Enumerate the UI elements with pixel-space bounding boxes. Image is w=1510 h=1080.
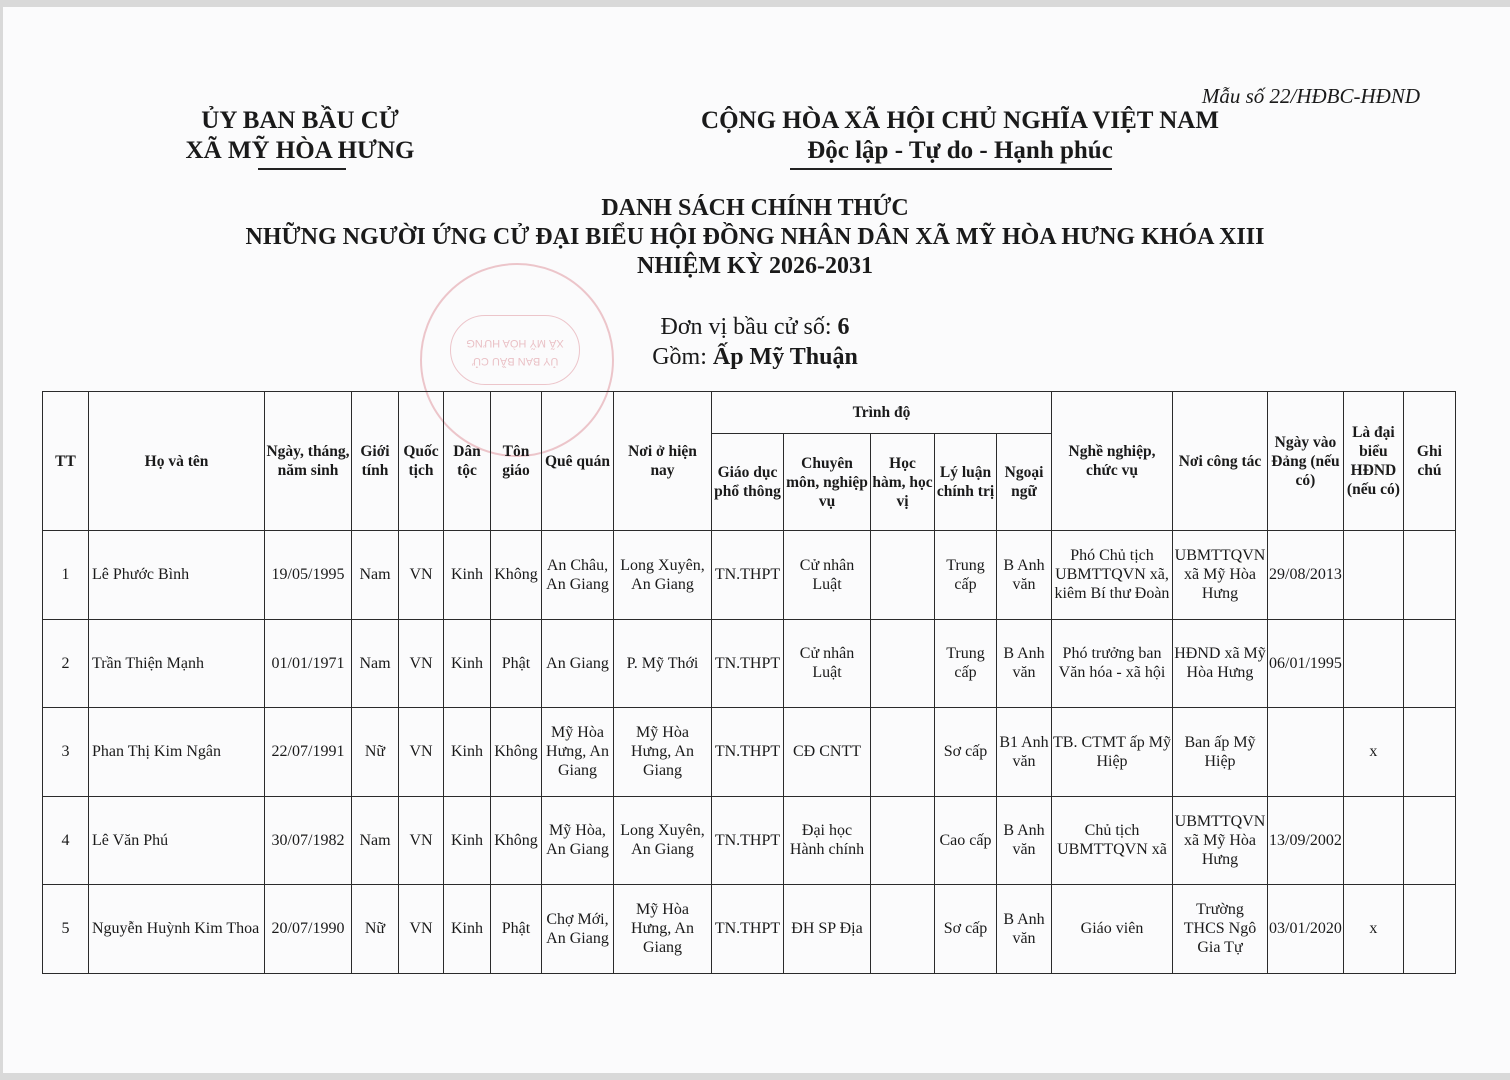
cell-workplace: UBMTTQVN xã Mỹ Hòa Hưng — [1173, 796, 1268, 885]
cell-ethnicity: Kinh — [444, 885, 491, 974]
cell-degree — [871, 885, 935, 974]
cell-language: B1 Anh văn — [997, 708, 1052, 797]
national-heading — [660, 106, 1260, 166]
cell-party-date: 29/08/2013 — [1268, 531, 1344, 620]
cell-tt: 2 — [43, 619, 89, 708]
table-row — [43, 796, 1456, 885]
cell-workplace: Ban ấp Mỹ Hiệp — [1173, 708, 1268, 797]
cell-political: Cao cấp — [935, 796, 997, 885]
cell-hometown: Chợ Mới, An Giang — [542, 885, 614, 974]
cell-general-edu: TN.THPT — [712, 708, 784, 797]
cell-is-delegate: x — [1343, 708, 1403, 797]
cell-political: Trung cấp — [935, 531, 997, 620]
cell-political: Sơ cấp — [935, 885, 997, 974]
header-religion: Tôn giáo — [491, 392, 542, 531]
cell-note — [1403, 796, 1455, 885]
cell-residence: Mỹ Hòa Hưng, An Giang — [614, 708, 712, 797]
header-is-delegate: Là đại biểu HĐND (nếu có) — [1343, 392, 1403, 531]
cell-party-date: 13/09/2002 — [1268, 796, 1344, 885]
cell-note — [1403, 619, 1455, 708]
header-occupation: Nghề nghiệp, chức vụ — [1052, 392, 1173, 531]
table-body — [43, 531, 1456, 974]
cell-specialty: Cử nhân Luật — [784, 531, 871, 620]
header-degree: Học hàm, học vị — [871, 434, 935, 531]
cell-workplace: UBMTTQVN xã Mỹ Hòa Hưng — [1173, 531, 1268, 620]
title-line-2: NHỮNG NGƯỜI ỨNG CỬ ĐẠI BIỂU HỘI ĐỒNG NHÂN DÂN XÃ MỸ HÒA HƯNG KHÓA XIII — [245, 224, 1265, 250]
cell-language: B Anh văn — [997, 619, 1052, 708]
cell-nationality: VN — [399, 885, 444, 974]
title-line-3: NHIỆM KỲ 2026-2031 — [637, 253, 873, 279]
electoral-unit-includes: Gồm: Ấp Mỹ Thuận — [652, 344, 858, 370]
table-row — [43, 708, 1456, 797]
seal-inner-text: ỦY BAN BẦU CỬ XÃ MỸ HÒA HƯNG — [450, 315, 580, 385]
cell-general-edu: TN.THPT — [712, 619, 784, 708]
cell-occupation: Phó trưởng ban Văn hóa - xã hội — [1052, 619, 1173, 708]
cell-degree — [871, 619, 935, 708]
table-header — [43, 392, 1456, 531]
electoral-unit-number: Đơn vị bầu cử số: 6 — [660, 314, 850, 340]
cell-dob: 20/07/1990 — [265, 885, 352, 974]
cell-name: Lê Văn Phú — [89, 796, 265, 885]
cell-tt: 1 — [43, 531, 89, 620]
cell-ethnicity: Kinh — [444, 708, 491, 797]
document-title — [100, 194, 1410, 281]
cell-tt: 5 — [43, 885, 89, 974]
header-political: Lý luận chính trị — [935, 434, 997, 531]
cell-nationality: VN — [399, 619, 444, 708]
cell-degree — [871, 796, 935, 885]
cell-hometown: An Châu, An Giang — [542, 531, 614, 620]
cell-general-edu: TN.THPT — [712, 885, 784, 974]
cell-is-delegate — [1343, 531, 1403, 620]
cell-party-date — [1268, 708, 1344, 797]
cell-gender: Nữ — [352, 708, 399, 797]
table-row — [43, 619, 1456, 708]
cell-name: Lê Phước Bình — [89, 531, 265, 620]
cell-religion: Không — [491, 708, 542, 797]
cell-dob: 01/01/1971 — [265, 619, 352, 708]
header-name: Họ và tên — [89, 392, 265, 531]
cell-tt: 4 — [43, 796, 89, 885]
motto-underline — [790, 168, 1112, 170]
cell-note — [1403, 531, 1455, 620]
cell-nationality: VN — [399, 531, 444, 620]
cell-language: B Anh văn — [997, 796, 1052, 885]
issuer-underline — [258, 168, 346, 170]
issuer-heading — [150, 106, 450, 166]
cell-occupation: Phó Chủ tịch UBMTTQVN xã, kiêm Bí thư Đoàn — [1052, 531, 1173, 620]
cell-religion: Phật — [491, 885, 542, 974]
cell-gender: Nam — [352, 619, 399, 708]
header-tt: TT — [43, 392, 89, 531]
header-gender: Giới tính — [352, 392, 399, 531]
form-number: Mẫu số 22/HĐBC-HĐND — [1201, 84, 1420, 108]
cell-gender: Nam — [352, 796, 399, 885]
cell-religion: Không — [491, 796, 542, 885]
cell-dob: 30/07/1982 — [265, 796, 352, 885]
cell-party-date: 06/01/1995 — [1268, 619, 1344, 708]
cell-occupation: Chủ tịch UBMTTQVN xã — [1052, 796, 1173, 885]
cell-general-edu: TN.THPT — [712, 531, 784, 620]
issuer-line-1: ỦY BAN BẦU CỬ — [201, 107, 399, 134]
cell-dob: 22/07/1991 — [265, 708, 352, 797]
cell-residence: P. Mỹ Thới — [614, 619, 712, 708]
cell-residence: Mỹ Hòa Hưng, An Giang — [614, 885, 712, 974]
cell-note — [1403, 708, 1455, 797]
candidate-table — [42, 391, 1456, 974]
cell-specialty: ĐH SP Địa — [784, 885, 871, 974]
cell-language: B Anh văn — [997, 885, 1052, 974]
cell-hometown: Mỹ Hòa Hưng, An Giang — [542, 708, 614, 797]
header-general-edu: Giáo dục phổ thông — [712, 434, 784, 531]
cell-ethnicity: Kinh — [444, 619, 491, 708]
header-dob: Ngày, tháng, năm sinh — [265, 392, 352, 531]
header-party-date: Ngày vào Đảng (nếu có) — [1268, 392, 1344, 531]
cell-occupation: Giáo viên — [1052, 885, 1173, 974]
header-residence: Nơi ở hiện nay — [614, 392, 712, 531]
cell-note — [1403, 885, 1455, 974]
cell-political: Sơ cấp — [935, 708, 997, 797]
table-row — [43, 885, 1456, 974]
cell-is-delegate — [1343, 619, 1403, 708]
issuer-line-2: XÃ MỸ HÒA HƯNG — [185, 137, 415, 164]
cell-is-delegate: x — [1343, 885, 1403, 974]
cell-general-edu: TN.THPT — [712, 796, 784, 885]
cell-religion: Phật — [491, 619, 542, 708]
cell-hometown: Mỹ Hòa, An Giang — [542, 796, 614, 885]
cell-degree — [871, 531, 935, 620]
cell-gender: Nữ — [352, 885, 399, 974]
cell-nationality: VN — [399, 708, 444, 797]
cell-tt: 3 — [43, 708, 89, 797]
cell-political: Trung cấp — [935, 619, 997, 708]
cell-is-delegate — [1343, 796, 1403, 885]
table-row — [43, 531, 1456, 620]
electoral-unit-info — [500, 312, 1010, 372]
header-ethnicity: Dân tộc — [444, 392, 491, 531]
cell-dob: 19/05/1995 — [265, 531, 352, 620]
header-note: Ghi chú — [1403, 392, 1455, 531]
national-name: CỘNG HÒA XÃ HỘI CHỦ NGHĨA VIỆT NAM — [701, 107, 1219, 134]
cell-degree — [871, 708, 935, 797]
cell-residence: Long Xuyên, An Giang — [614, 796, 712, 885]
cell-occupation: TB. CTMT ấp Mỹ Hiệp — [1052, 708, 1173, 797]
cell-workplace: Trường THCS Ngô Gia Tự — [1173, 885, 1268, 974]
cell-workplace: HĐND xã Mỹ Hòa Hưng — [1173, 619, 1268, 708]
cell-name: Phan Thị Kim Ngân — [89, 708, 265, 797]
title-line-1: DANH SÁCH CHÍNH THỨC — [601, 195, 909, 221]
header-language: Ngoại ngữ — [997, 434, 1052, 531]
cell-name: Nguyễn Huỳnh Kim Thoa — [89, 885, 265, 974]
cell-hometown: An Giang — [542, 619, 614, 708]
header-education-group: Trình độ — [712, 392, 1052, 434]
header-nationality: Quốc tịch — [399, 392, 444, 531]
cell-religion: Không — [491, 531, 542, 620]
header-workplace: Nơi công tác — [1173, 392, 1268, 531]
cell-ethnicity: Kinh — [444, 796, 491, 885]
header-specialty: Chuyên môn, nghiệp vụ — [784, 434, 871, 531]
national-motto: Độc lập - Tự do - Hạnh phúc — [807, 137, 1113, 164]
cell-specialty: Đại học Hành chính — [784, 796, 871, 885]
header-hometown: Quê quán — [542, 392, 614, 531]
cell-party-date: 03/01/2020 — [1268, 885, 1344, 974]
cell-ethnicity: Kinh — [444, 531, 491, 620]
cell-language: B Anh văn — [997, 531, 1052, 620]
cell-residence: Long Xuyên, An Giang — [614, 531, 712, 620]
cell-nationality: VN — [399, 796, 444, 885]
cell-gender: Nam — [352, 531, 399, 620]
cell-name: Trần Thiện Mạnh — [89, 619, 265, 708]
cell-specialty: CĐ CNTT — [784, 708, 871, 797]
cell-specialty: Cử nhân Luật — [784, 619, 871, 708]
